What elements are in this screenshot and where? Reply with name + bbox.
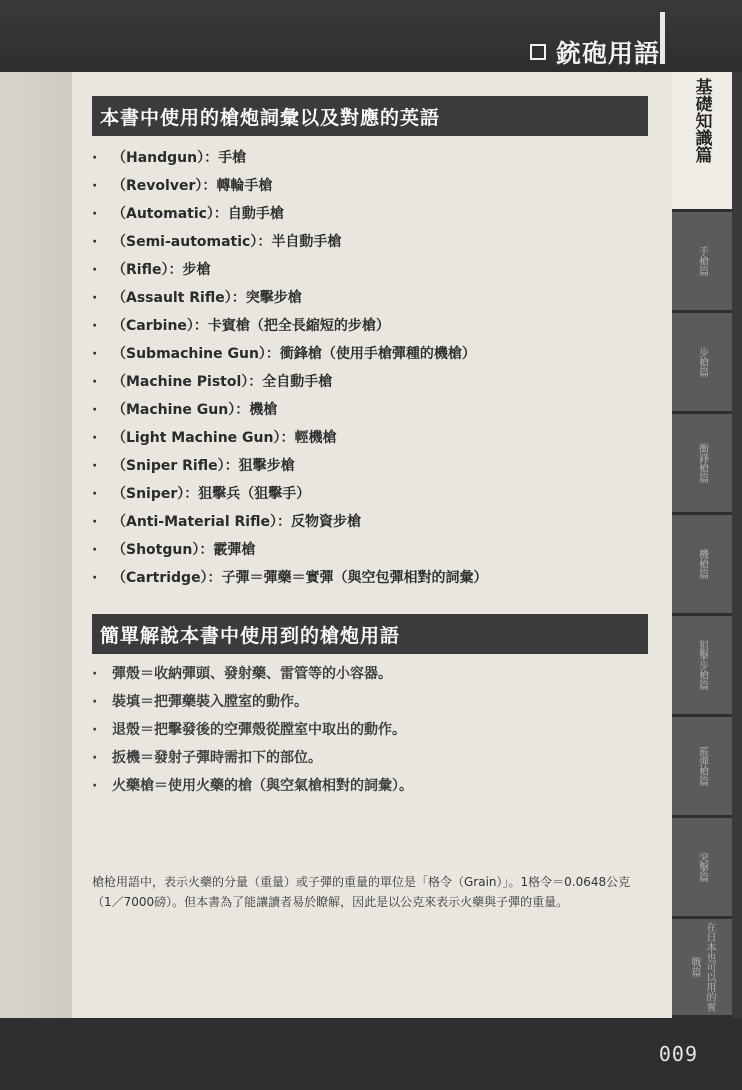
list-item: · （Light Machine Gun）：輕機槍 — [92, 430, 337, 446]
section-header-terms: 簡單解說本書中使用到的槍炮用語 — [92, 614, 648, 654]
tab-assault[interactable]: 突擊篇 — [672, 818, 732, 919]
list-item: · （Handgun）：手槍 — [92, 150, 247, 166]
side-tabs — [672, 72, 742, 1018]
list-item: · 扳機＝發射子彈時需扣下的部位。 — [92, 750, 322, 766]
footnote: 槍枪用語中，表示火藥的分量（重量）或子彈的重量的單位是「格令（Grain）」。1格令＝0.0648公克（1／7000磅）。但本書為了能讓讀者易於瞭解，因此是以公克來表示火藥與子彈的重量。 — [92, 875, 631, 909]
list-item: · 退殼＝把擊發後的空彈殼從膛室中取出的動作。 — [92, 722, 406, 738]
list-item: · （Sniper）：狙擊兵（狙擊手） — [92, 486, 311, 502]
list-item: · （Cartridge）：子彈＝彈藥＝實彈（與空包彈相對的詞彙） — [92, 570, 488, 586]
page-gutter — [0, 72, 72, 1018]
tab-rifle[interactable]: 步槍篇 — [672, 313, 732, 414]
page-number: 009 — [658, 1042, 698, 1066]
list-item: · （Automatic）：自動手槍 — [92, 206, 284, 222]
terms-list — [92, 660, 413, 800]
list-item: · （Submachine Gun）：衝鋒槍（使用手槍彈種的機槍） — [92, 346, 476, 362]
vocabulary-list — [92, 144, 488, 592]
tab-submachine-gun[interactable]: 衝鋒槍篇 — [672, 414, 732, 515]
tab-practical[interactable]: 在日本也可以用的實戰篇 — [672, 919, 732, 1018]
tab-machine-gun[interactable]: 機槍篇 — [672, 515, 732, 616]
footer-bar — [0, 1018, 742, 1090]
checkbox-square-icon — [530, 44, 546, 60]
list-item: · （Anti-Material Rifle）：反物資步槍 — [92, 514, 361, 530]
chapter-title — [530, 34, 660, 70]
list-item: · （Revolver）：轉輪手槍 — [92, 178, 273, 194]
list-item: · （Shotgun）：霰彈槍 — [92, 542, 256, 558]
chapter-divider — [660, 12, 665, 64]
list-item: · 裝填＝把彈藥裝入膛室的動作。 — [92, 694, 308, 710]
list-item: · （Machine Pistol）：全自動手槍 — [92, 374, 333, 390]
tab-basics[interactable]: 基礎知識篇 — [672, 72, 732, 212]
list-item: · （Semi-automatic）：半自動手槍 — [92, 234, 342, 250]
list-item: · （Assault Rifle）：突擊步槍 — [92, 290, 302, 306]
tab-sniper-rifle[interactable]: 狙擊步槍篇 — [672, 616, 732, 717]
section-header-vocabulary: 本書中使用的槍炮詞彙以及對應的英語 — [92, 96, 648, 136]
list-item: · （Sniper Rifle）：狙擊步槍 — [92, 458, 295, 474]
tab-handgun[interactable]: 手槍篇 — [672, 212, 732, 313]
tab-shotgun[interactable]: 霰彈槍篇 — [672, 717, 732, 818]
list-item: · （Carbine）：卡賓槍（把全長縮短的步槍） — [92, 318, 390, 334]
list-item: · （Machine Gun）：機槍 — [92, 402, 278, 418]
list-item: · 火藥槍＝使用火藥的槍（與空氣槍相對的詞彙）。 — [92, 778, 413, 794]
list-item: · 彈殼＝收納彈頭、發射藥、雷管等的小容器。 — [92, 666, 392, 682]
chapter-title-text: 銃砲用語 — [555, 39, 660, 68]
list-item: · （Rifle）：步槍 — [92, 262, 211, 278]
